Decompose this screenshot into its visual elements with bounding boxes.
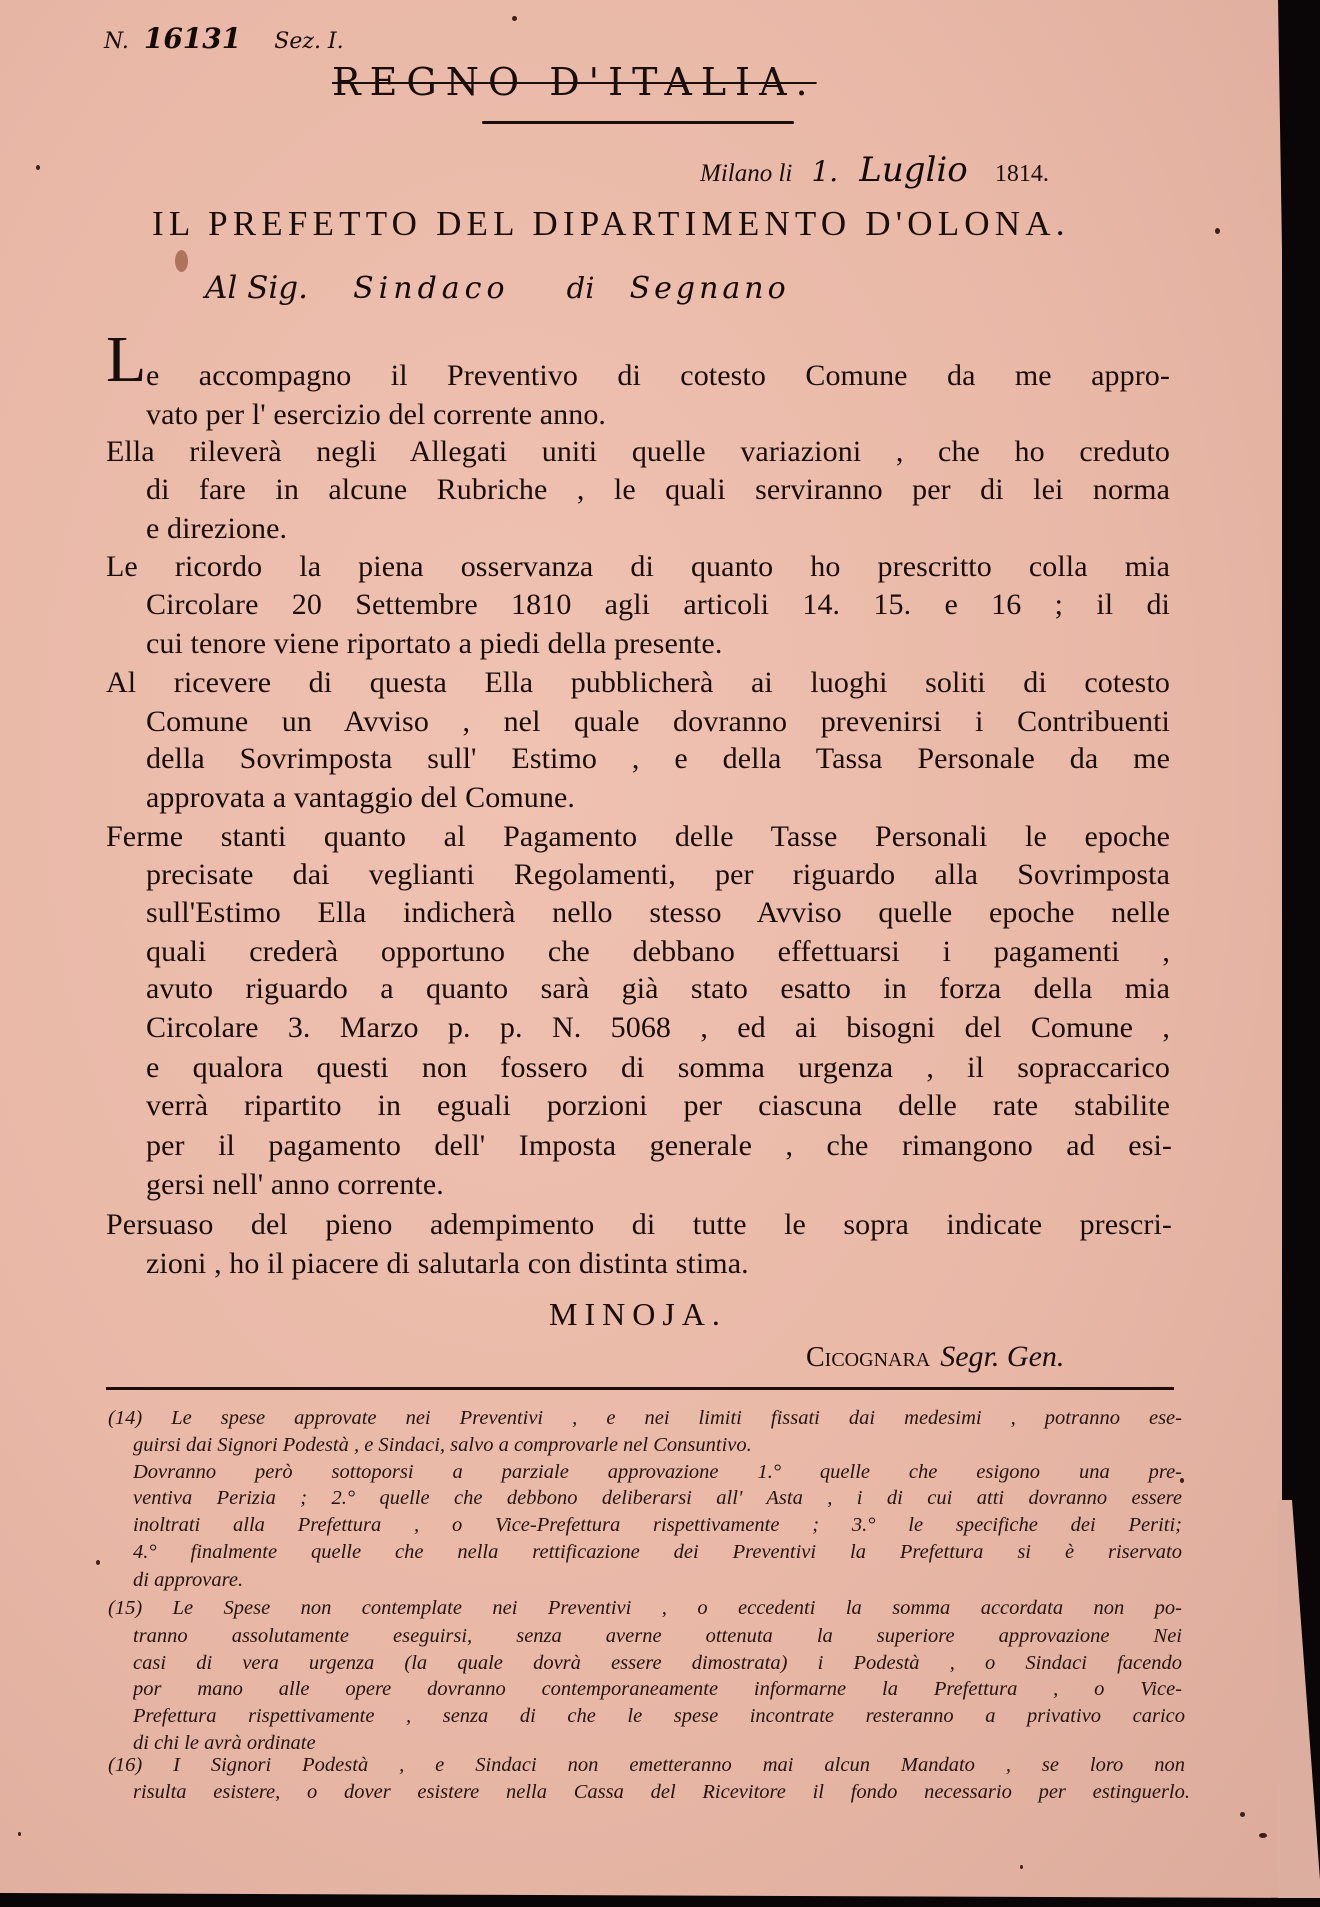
footnote-line: Dovranno però sottoporsi a parziale approvazione 1.° quelle che esigono una pre- <box>133 1461 1182 1483</box>
body-line: Ella rileverà negli Allegati uniti quelle variazioni , che ho creduto <box>106 435 1170 468</box>
ink-speck <box>512 16 517 21</box>
footnote-line: casi di vera urgenza (la quale dovrà essere dimostrata) i Podestà , o Sindaci facendo <box>133 1652 1182 1674</box>
footnote-line: por mano alle opere dovranno contemporaneamente informarne la Prefettura , o Vice- <box>133 1678 1182 1700</box>
body-line: Comune un Avviso , nel quale dovranno prevenirsi i Contribuenti <box>146 705 1170 738</box>
body-line: verrà ripartito in eguali porzioni per ciascuna delle rate stabilite <box>146 1089 1170 1122</box>
kingdom-heading: REGNO D'ITALIA. <box>332 60 817 104</box>
body-line: precisate dai veglianti Regolamenti, per riguardo alla Sovrimposta <box>146 858 1170 891</box>
section-label: Sez. I. <box>274 29 344 54</box>
protocol-number-label: N. <box>104 29 129 54</box>
body-line: Circolare 20 Settembre 1810 agli articoli 14. 15. e 16 ; il di <box>146 588 1170 621</box>
body-line: Al ricevere di questa Ella pubblicherà ai luoghi soliti di cotesto <box>106 666 1170 699</box>
footnote-line: tranno assolutamente eseguirsi, senza averne ottenuta la superiore approvazione Nei <box>133 1625 1182 1647</box>
body-line: di fare in alcune Rubriche , le quali serviranno per di lei norma <box>146 473 1170 506</box>
prefect-signature: MINOJA. <box>549 1296 727 1332</box>
body-line: gersi nell' anno corrente. <box>146 1168 444 1201</box>
footnote-line: risulta esistere, o dover esistere nella Cassa del Ricevitore il fondo necessario per estinguerlo. <box>133 1781 1190 1803</box>
heading-rule <box>482 121 794 124</box>
secretary-name: Cicognara <box>806 1342 931 1373</box>
addressee-line <box>205 270 790 306</box>
ink-speck <box>1215 228 1220 234</box>
body-line: Persuaso del pieno adempimento di tutte le sopra indicate prescri- <box>106 1208 1172 1241</box>
date-year: 1814. <box>994 161 1049 187</box>
date-line <box>700 150 1049 190</box>
authority-heading: IL PREFETTO DEL DIPARTIMENTO D'OLONA. <box>152 204 1070 243</box>
date-month: Luglio <box>859 150 968 190</box>
addressee-di: di <box>566 271 595 305</box>
ink-speck <box>1020 1865 1023 1869</box>
body-line: Le ricordo la piena osservanza di quanto ho prescritto colla mia <box>106 550 1170 583</box>
body-line: zioni , ho il piacere di salutarla con distinta stima. <box>146 1247 749 1280</box>
ink-speck <box>175 250 188 272</box>
ink-speck <box>36 165 40 170</box>
body-line: per il pagamento dell' Imposta generale , che rimangono ad esi- <box>146 1129 1172 1162</box>
footnote-line: di chi le avrà ordinate <box>133 1732 316 1754</box>
body-line: avuto riguardo a quanto sarà già stato esatto in forza della mia <box>146 972 1170 1005</box>
body-line: e qualora questi non fossero di somma urgenza , il sopraccarico <box>146 1051 1170 1084</box>
secretary-signature <box>806 1340 1064 1374</box>
footnote-line: (16) I Signori Podestà , e Sindaci non emetteranno mai alcun Mandato , se loro non <box>108 1754 1185 1776</box>
protocol-number <box>104 22 344 55</box>
addressee-role: Sindaco <box>353 271 510 306</box>
date-day: 1. <box>811 155 839 188</box>
footnote-line: (15) Le Spese non contemplate nei Preventivi , o eccedenti la somma accordata non po- <box>108 1597 1182 1619</box>
footnote-line: ventiva Perizia ; 2.° quelle che debbono deliberarsi all' Asta , i di cui atti dovranno essere <box>133 1487 1182 1509</box>
footnote-line: (14) Le spese approvate nei Preventivi , e nei limiti fissati dai medesimi , potranno ese- <box>108 1407 1182 1429</box>
footnote-rule <box>106 1387 1174 1390</box>
secretary-title: Segr. Gen. <box>940 1340 1065 1373</box>
body-line: Ferme stanti quanto al Pagamento delle Tasse Personali le epoche <box>106 820 1170 853</box>
ink-speck <box>1259 1833 1267 1838</box>
body-line: cui tenore viene riportato a piedi della presente. <box>146 627 723 660</box>
footnote-line: 4.° finalmente quelle che nella rettificazione dei Preventivi la Prefettura si è riservato <box>133 1541 1182 1563</box>
body-line: e accompagno il Preventivo di cotesto Comune da me appro- <box>146 359 1170 392</box>
place-label: Milano li <box>700 160 793 187</box>
addressee-town: Segnano <box>629 271 790 306</box>
body-line: sull'Estimo Ella indicherà nello stesso Avviso quelle epoche nelle <box>146 896 1170 929</box>
footnote-line: inoltrati alla Prefettura , o Vice-Prefettura rispettivamente ; 3.° le specifiche dei Periti; <box>133 1514 1182 1536</box>
document-paper-corner <box>1278 1500 1320 1898</box>
body-initial: L <box>106 323 147 396</box>
ink-speck <box>18 1832 21 1836</box>
body-line: Circolare 3. Marzo p. p. N. 5068 , ed ai bisogni del Comune , <box>146 1011 1170 1044</box>
protocol-number-value: 16131 <box>143 22 242 55</box>
body-line: vato per l' esercizio del corrente anno. <box>146 398 607 431</box>
body-line: e direzione. <box>146 512 288 545</box>
footnote-line: di approvare. <box>133 1569 244 1591</box>
footnote-line: guirsi dai Signori Podestà , e Sindaci, salvo a comprovarle nel Consuntivo. <box>133 1434 752 1456</box>
footnote-line: Prefettura rispettivamente , senza di che le spese incontrate resteranno a privativo carico <box>133 1705 1185 1727</box>
addressee-label: Al Sig. <box>205 270 309 306</box>
body-line: quali crederà opportuno che debbano effettuarsi i pagamenti , <box>146 935 1170 968</box>
body-line: della Sovrimposta sull' Estimo , e della Tassa Personale da me <box>146 742 1170 775</box>
ink-speck <box>1240 1812 1245 1817</box>
body-line: approvata a vantaggio del Comune. <box>146 781 575 814</box>
ink-speck <box>96 1560 100 1565</box>
